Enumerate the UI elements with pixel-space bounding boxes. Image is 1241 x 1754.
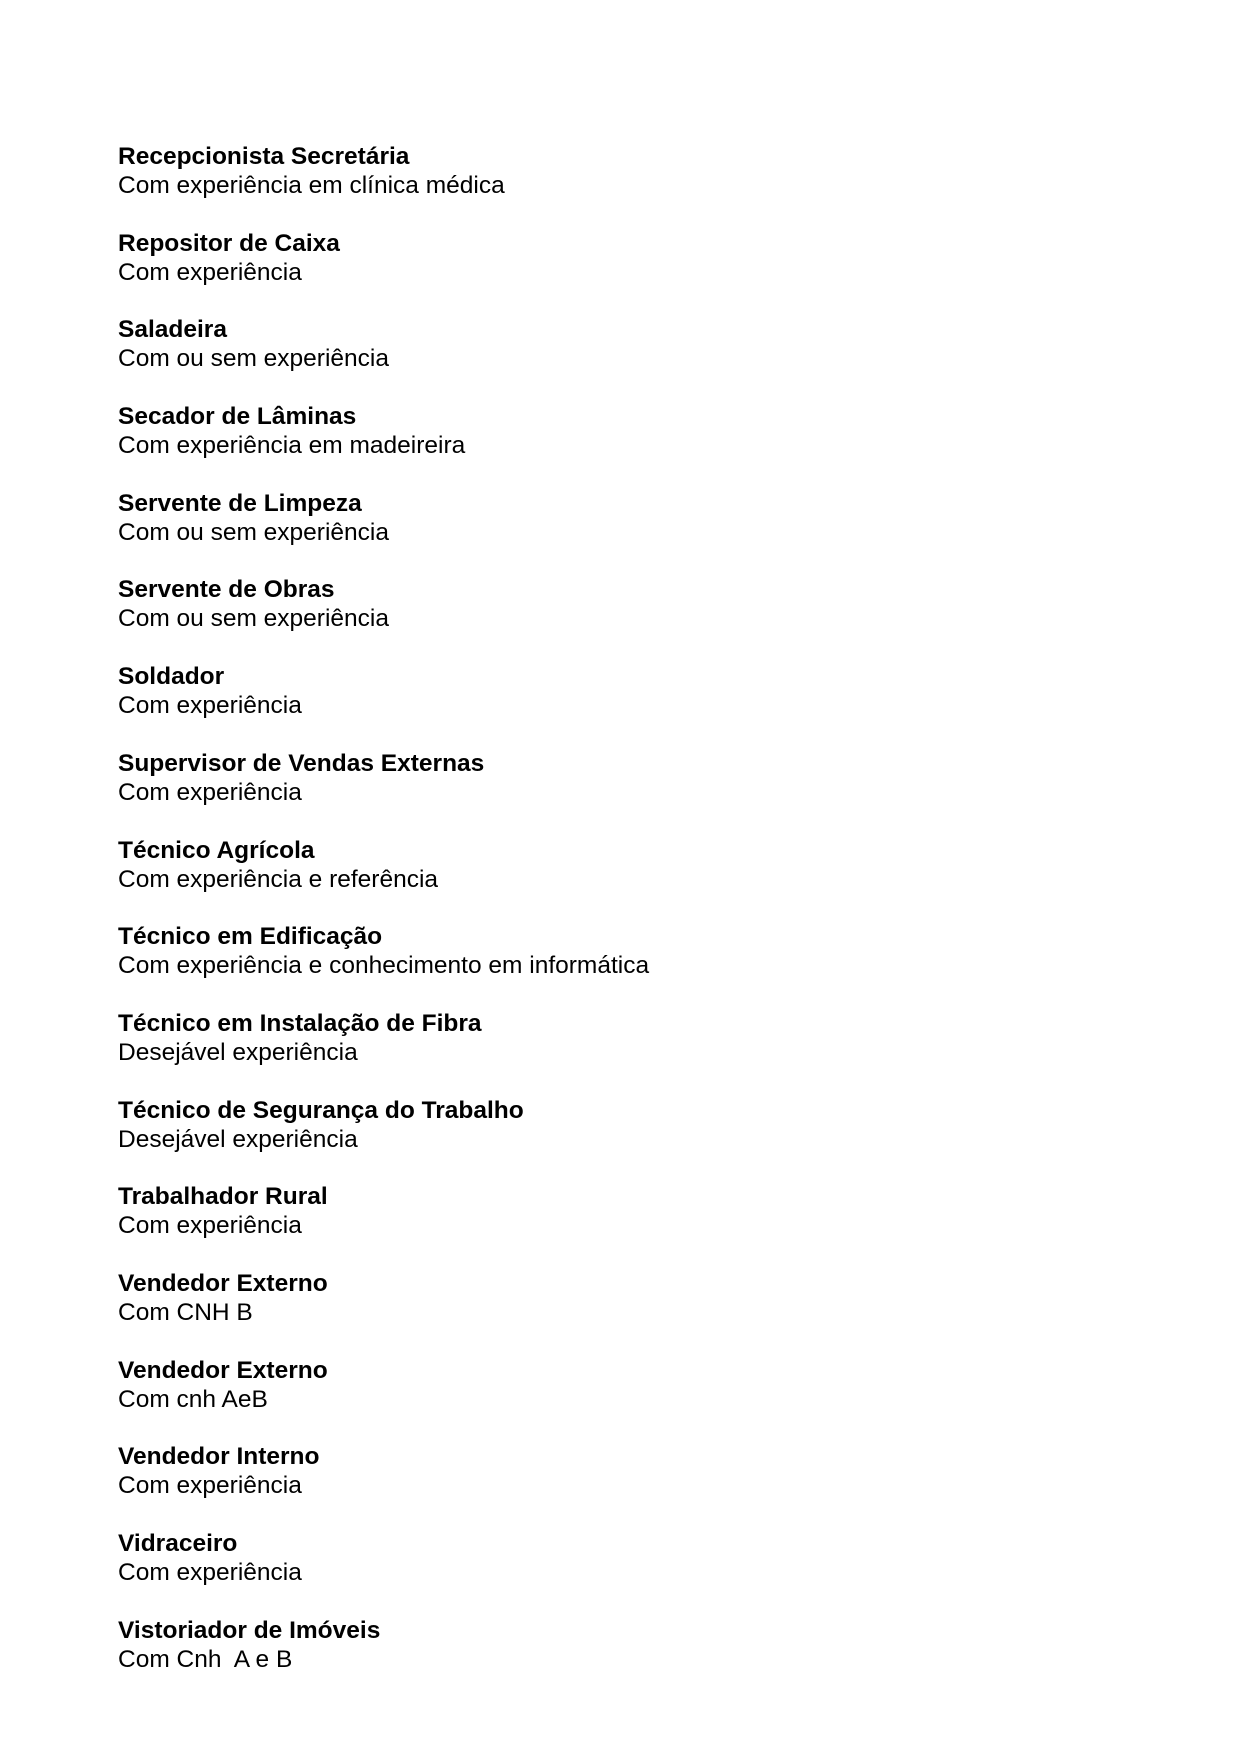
job-title: Vendedor Externo [118,1269,328,1297]
job-description: Com ou sem experiência [118,518,389,546]
job-description: Com experiência em clínica médica [118,172,505,199]
job-entry [118,575,649,662]
job-entry [118,1356,649,1443]
job-entry [118,402,649,489]
job-description: Com experiência [118,1212,302,1240]
job-entry [118,1009,649,1096]
job-listing [118,142,649,1702]
job-title: Recepcionista Secretária [118,143,410,170]
job-entry [118,749,649,836]
job-description: Com experiência [118,1472,302,1500]
job-entry [118,662,649,749]
job-entry [118,1442,649,1529]
job-description: Com ou sem experiência [118,605,389,633]
job-entry [118,1616,649,1703]
job-title: Saladeira [118,316,227,344]
job-title: Supervisor de Vendas Externas [118,749,485,777]
job-entry [118,836,649,923]
job-description: Com experiência e referência [118,865,439,893]
job-description: Com experiência [118,1559,302,1586]
job-description: Com experiência e conhecimento em informática [118,952,650,980]
job-description: Com experiência [118,692,302,720]
job-title: Secador de Lâminas [118,403,357,431]
job-entry [118,142,649,229]
job-description: Com Cnh A e B [118,1645,293,1673]
job-description: Desejável experiência [118,1038,358,1066]
job-entry [118,922,649,1009]
job-description: Com cnh AeB [118,1385,268,1413]
job-title: Trabalhador Rural [118,1183,328,1211]
job-title: Servente de Limpeza [118,489,362,517]
job-entry [118,1096,649,1183]
job-title: Repositor de Caixa [118,229,340,257]
job-title: Técnico de Segurança do Trabalho [118,1096,524,1124]
job-entry [118,229,649,316]
job-description: Com ou sem experiência [118,345,389,373]
job-entry [118,315,649,402]
job-title: Vendedor Interno [118,1443,320,1471]
job-title: Vendedor Externo [118,1356,328,1384]
job-description: Desejável experiência [118,1125,358,1153]
job-title: Técnico Agrícola [118,836,315,864]
job-title: Soldador [118,663,225,691]
job-title: Vistoriador de Imóveis [118,1616,381,1644]
job-title: Vidraceiro [118,1530,238,1557]
job-description: Com experiência [118,778,302,806]
job-title: Técnico em Edificação [118,923,383,951]
job-description: Com CNH B [118,1298,253,1326]
job-entry [118,1529,649,1616]
job-description: Com experiência em madeireira [118,432,466,460]
job-entry [118,1182,649,1269]
job-title: Técnico em Instalação de Fibra [118,1009,482,1037]
job-entry [118,1269,649,1356]
job-entry [118,489,649,576]
job-description: Com experiência [118,258,302,286]
job-title: Servente de Obras [118,576,335,604]
